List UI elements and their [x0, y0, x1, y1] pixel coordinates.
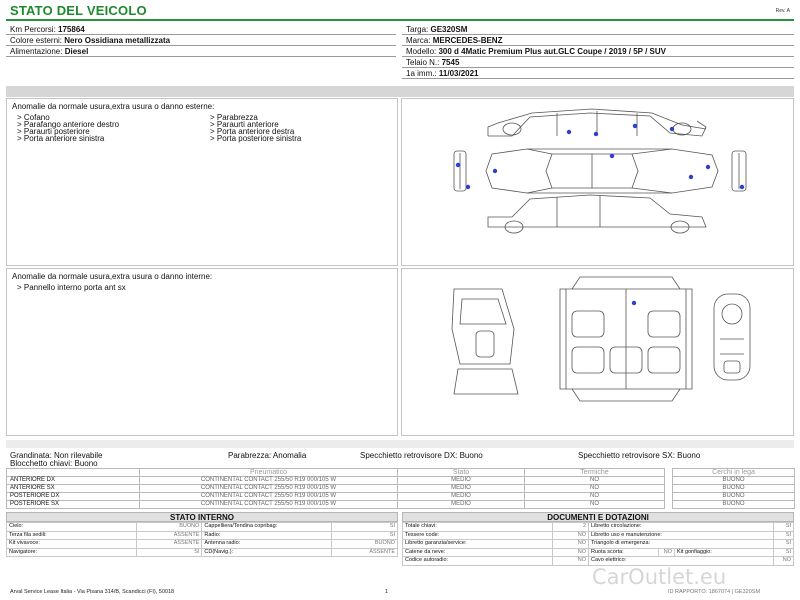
- external-damage-title: Anomalie da normale usura,extra usura o danno esterne:: [12, 102, 215, 111]
- external-car-diagram-panel: [401, 98, 794, 266]
- external-damage-list-1: [17, 114, 119, 142]
- kv-label: CD(Navig.):: [202, 548, 332, 557]
- kv-label: Libretto circolazione:: [589, 523, 774, 532]
- tyre-winter: NO: [525, 501, 665, 509]
- side-view-bottom-outline: [488, 195, 706, 227]
- damage-item: > Cofano: [17, 113, 50, 122]
- info-row-targa: [402, 24, 794, 35]
- tyre-rims: BUONO: [673, 485, 795, 493]
- kv-value: NO: [553, 548, 589, 557]
- kv-value: SI: [136, 548, 202, 557]
- kv-value: SI: [774, 540, 794, 549]
- tyre-gap: [665, 485, 673, 493]
- kv-label: Radio:: [202, 531, 332, 540]
- tyre-header-stato: Stato: [398, 469, 525, 477]
- info-label: Modello:: [406, 47, 437, 56]
- info-label: Colore esterni:: [10, 36, 63, 45]
- kv-value: BUONO: [332, 540, 398, 549]
- kv-value: NO: [774, 557, 794, 566]
- table-row: [403, 548, 794, 557]
- color-value: Nero Ossidiana metallizzata: [64, 36, 171, 45]
- table-row: [7, 523, 398, 532]
- kv-label: Codice autoradio:: [403, 557, 553, 566]
- info-row-modello: [402, 46, 794, 57]
- tyre-position: ANTERIORE SX: [7, 485, 140, 493]
- external-damage-panel: [6, 98, 398, 266]
- tyre-winter: NO: [525, 477, 665, 485]
- table-row: [7, 493, 795, 501]
- table-row: [403, 523, 794, 532]
- status-parabrezza: Parabrezza: Anomalia: [228, 451, 307, 460]
- documenti-section: [402, 512, 794, 566]
- table-row: [7, 531, 398, 540]
- kv-value: NO: [659, 548, 675, 557]
- tyres-section: [6, 468, 795, 509]
- tyres-table: [6, 468, 795, 509]
- external-damage-list-2: [210, 114, 301, 142]
- revision-label: Rev. A: [775, 8, 790, 14]
- tyre-model: CONTINENTAL CONTACT 255/50 R19 000/105 W: [140, 477, 398, 485]
- footer-company: Arval Service Lease Italia - Via Pisana 314/B, Scandicci (FI), 50018: [10, 589, 175, 595]
- info-label: Marca:: [406, 36, 431, 45]
- info-label: Targa:: [406, 25, 429, 34]
- page-title: STATO DEL VEICOLO: [10, 3, 147, 18]
- kv-value: ASSENTE: [332, 548, 398, 557]
- status-specchietto-sx: Specchietto retrovisore SX: Buono: [578, 451, 701, 460]
- kv-value: BUONO: [136, 523, 202, 532]
- info-label: Telaio N.:: [406, 58, 440, 67]
- tyre-state: MEDIO: [398, 501, 525, 509]
- tyre-gap: [665, 501, 673, 509]
- section-separator: [6, 86, 794, 97]
- kv-value: ASSENTE: [136, 540, 202, 549]
- damage-item: > Porta anteriore destra: [210, 127, 295, 136]
- kv-value: SI: [774, 548, 794, 557]
- top-view-outline: [486, 149, 718, 193]
- tyre-gap: [665, 477, 673, 485]
- title-divider: [6, 19, 794, 21]
- kv-value: NO: [553, 557, 589, 566]
- tyre-rims: BUONO: [673, 477, 795, 485]
- tyre-winter: NO: [525, 493, 665, 501]
- internal-damage-list: [17, 284, 126, 291]
- table-row: [403, 531, 794, 540]
- kv-value: NO: [553, 531, 589, 540]
- tyre-gap: [665, 493, 673, 501]
- vehicle-info-right: [402, 24, 794, 79]
- kv-label: Catene da neve:: [403, 548, 553, 557]
- tyre-header-pneumatico: Pneumatico: [140, 469, 398, 477]
- kv-value: SI: [774, 531, 794, 540]
- table-row: [403, 557, 794, 566]
- damage-item: > Paraurti anteriore: [210, 120, 279, 129]
- table-row: [7, 501, 795, 509]
- kv-label: Kit gonfiaggio:: [675, 548, 774, 557]
- kv-value: 2: [553, 523, 589, 532]
- kv-label: Antenna radio:: [202, 540, 332, 549]
- info-row-telaio: [402, 57, 794, 68]
- kv-value: SI: [332, 523, 398, 532]
- damage-item: > Parafango anteriore destro: [17, 120, 120, 129]
- tyre-rims: BUONO: [673, 501, 795, 509]
- info-row-km: [6, 24, 396, 35]
- tyre-winter: NO: [525, 485, 665, 493]
- damage-item: > Porta posteriore sinistra: [210, 134, 302, 143]
- damage-item: > Parabrezza: [210, 113, 258, 122]
- watermark-logo: CarOutlet.eu: [592, 565, 727, 589]
- kv-label: Tessere code:: [403, 531, 553, 540]
- tyre-state: MEDIO: [398, 477, 525, 485]
- stato-interno-title: STATO INTERNO: [6, 512, 398, 522]
- tyre-model: CONTINENTAL CONTACT 255/50 R19 000/105 W: [140, 501, 398, 509]
- table-row: [7, 485, 795, 493]
- info-row-alimentazione: [6, 46, 396, 57]
- tyre-header-cerchi: Cerchi in lega: [673, 469, 795, 477]
- fuel-value: Diesel: [64, 47, 89, 56]
- info-row-immatricolazione: [402, 68, 794, 79]
- info-row-colore: [6, 35, 396, 46]
- info-label: 1a imm.:: [406, 69, 437, 78]
- tyre-position: ANTERIORE DX: [7, 477, 140, 485]
- registration-value: 11/03/2021: [438, 69, 479, 78]
- stato-interno-table: [6, 522, 398, 557]
- tyre-model: CONTINENTAL CONTACT 255/50 R19 000/105 W: [140, 493, 398, 501]
- kv-label: Ruota scorta:: [589, 548, 659, 557]
- kv-label: Totale chiavi:: [403, 523, 553, 532]
- external-car-diagram: [402, 99, 795, 267]
- damage-item: > Pannello interno porta ant sx: [17, 283, 126, 292]
- kv-value: SI: [774, 523, 794, 532]
- kv-label: Libretto garanzia/service:: [403, 540, 553, 549]
- km-value: 175864: [58, 25, 85, 34]
- table-row: [7, 540, 398, 549]
- vehicle-info: [6, 24, 794, 80]
- tyre-position: POSTERIORE DX: [7, 493, 140, 501]
- tyre-header-gap: [665, 469, 673, 477]
- internal-damage-panel: [6, 268, 398, 436]
- internal-car-diagram-panel: [401, 268, 794, 436]
- tyre-state: MEDIO: [398, 493, 525, 501]
- internal-damage-title: Anomalie da normale usura,extra usura o danno interne:: [12, 272, 213, 281]
- kv-label: Navigatore:: [7, 548, 137, 557]
- tyre-rims: BUONO: [673, 493, 795, 501]
- tyre-state: MEDIO: [398, 485, 525, 493]
- info-label: Km Percorsi:: [10, 25, 56, 34]
- brand-value: MERCEDES-BENZ: [432, 36, 503, 45]
- documenti-title: DOCUMENTI E DOTAZIONI: [402, 512, 794, 522]
- damage-item: > Paraurti posteriore: [17, 127, 90, 136]
- info-label: Alimentazione:: [10, 47, 63, 56]
- info-row-marca: [402, 35, 794, 46]
- status-specchietto-dx: Specchietto retrovisore DX: Buono: [360, 451, 483, 460]
- dashboard-outline: [452, 289, 514, 364]
- kv-label: Cielo:: [7, 523, 137, 532]
- status-grandinata: Grandinata: Non rilevabile: [10, 451, 103, 460]
- table-row: [7, 548, 398, 557]
- status-top-bar: [6, 440, 794, 448]
- plate-value: GE320SM: [430, 25, 468, 34]
- table-row: [403, 540, 794, 549]
- internal-car-diagram: [402, 269, 795, 437]
- kv-label: Kit vivavoce:: [7, 540, 137, 549]
- kv-label: Cavo elettrico:: [589, 557, 774, 566]
- damage-item: > Porta anteriore sinistra: [17, 134, 105, 143]
- kv-value: NO: [553, 540, 589, 549]
- footer-ref: ID RAPPORTO: 1867074 | GE320SM: [668, 589, 761, 595]
- kv-label: Triangolo di emergenza:: [589, 540, 774, 549]
- kv-label: Terza fila sedili:: [7, 531, 137, 540]
- footer-page-number: 1: [385, 589, 389, 595]
- documenti-table: [402, 522, 794, 566]
- console-outline: [714, 294, 750, 380]
- tyre-header-termiche: Termiche: [525, 469, 665, 477]
- stato-interno-section: [6, 512, 398, 557]
- kv-value: SI: [332, 531, 398, 540]
- vehicle-info-left: [6, 24, 396, 57]
- status-blocchetto: Blocchetto chiavi: Buono: [10, 459, 98, 468]
- kv-label: Libretto uso e manutenzione:: [589, 531, 774, 540]
- tyre-model: CONTINENTAL CONTACT 255/50 R19 000/105 W: [140, 485, 398, 493]
- tyre-position: POSTERIORE SX: [7, 501, 140, 509]
- kv-label: Cappelliera/Tendina copribag:: [202, 523, 332, 532]
- chassis-value: 7545: [441, 58, 460, 67]
- kv-value: ASSENTE: [136, 531, 202, 540]
- tyre-header-empty: [7, 469, 140, 477]
- table-row: [7, 477, 795, 485]
- model-value: 300 d 4Matic Premium Plus aut.GLC Coupe / 2019 / 5P / SUV: [438, 47, 666, 56]
